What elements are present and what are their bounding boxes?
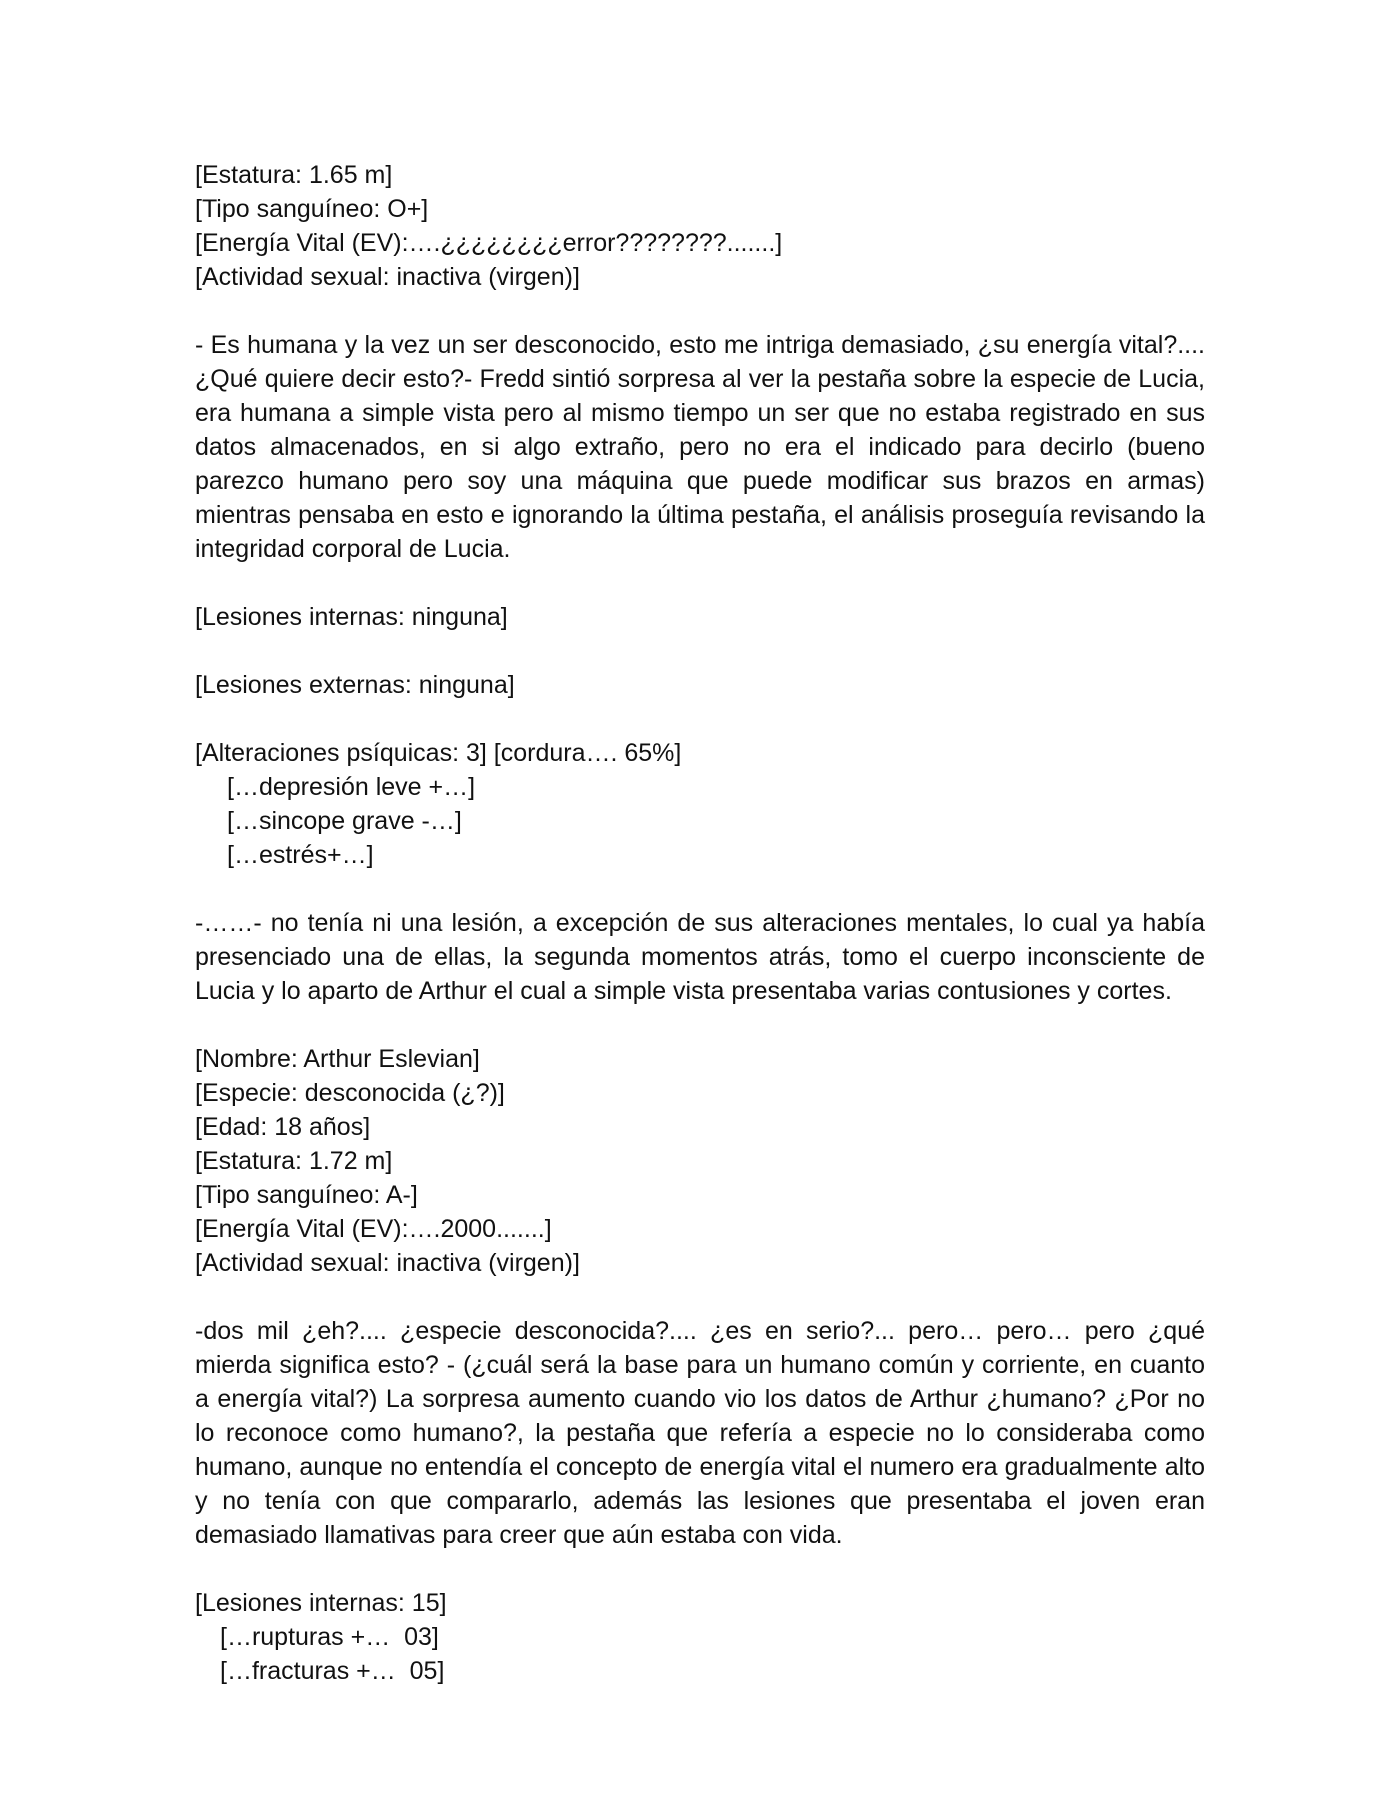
alteraciones-block (195, 736, 1205, 872)
stat-line: [Energía Vital (EV):….2000.......] (195, 1215, 552, 1243)
paragraph-2: -……- no tenía ni una lesión, a excepción de sus alteraciones mentales, lo cual ya había presenciado una de ellas, la segunda momentos atrás, tomo el cuerpo inconsciente de Lucia y lo aparto de Arthur el cual a simple vista presentaba varias contusiones y cortes. (195, 909, 1205, 1005)
paragraph-1: - Es humana y la vez un ser desconocido, esto me intriga demasiado, ¿su energía vital?.... ¿Qué quiere decir esto?- Fredd sintió sorpresa al ver la pestaña sobre la especie de Lucia, era humana a simple vista pero al mismo tiempo un ser que no estaba registrado en sus datos almacenados, en si algo extraño, pero no era el indicado para decirlo (bueno parezco humano pero soy una máquina que puede modificar sus brazos en armas) mientras pensaba en esto e ignorando la última pestaña, el análisis proseguía revisando la integridad corporal de Lucia. (195, 331, 1205, 563)
stat-line: [Energía Vital (EV):….¿¿¿¿¿¿¿¿error????????.......] (195, 229, 783, 257)
alteracion-item: […estrés+…] (227, 841, 374, 869)
stat-line: [Edad: 18 años] (195, 1113, 371, 1141)
stat-line: [Especie: desconocida (¿?)] (195, 1079, 505, 1107)
stat-line: [Tipo sanguíneo: A-] (195, 1181, 418, 1209)
lesiones-externas-line: [Lesiones externas: ninguna] (195, 671, 515, 699)
stats-block-arthur (195, 1042, 1205, 1280)
lesiones-internas-block-2 (195, 1586, 1205, 1688)
paragraph-3: -dos mil ¿eh?.... ¿especie desconocida?.... ¿es en serio?... pero… pero… pero ¿qué mierda significa esto? - (¿cuál será la base para un humano común y corriente, en cuanto a energía vital?) La sorpresa aumento cuando vio los datos de Arthur ¿humano? ¿Por no lo reconoce como humano?, la pestaña que refería a especie no lo consideraba como humano, aunque no entendía el concepto de energía vital el numero era gradualmente alto y no tenía con que compararlo, además las lesiones que presentaba el joven eran demasiado llamativas para creer que aún estaba con vida. (195, 1317, 1205, 1549)
stat-line: [Tipo sanguíneo: O+] (195, 195, 429, 223)
stat-line: [Actividad sexual: inactiva (virgen)] (195, 263, 580, 291)
stat-line: [Actividad sexual: inactiva (virgen)] (195, 1249, 580, 1277)
stat-line: [Estatura: 1.72 m] (195, 1147, 393, 1175)
lesion-item: […rupturas +… 03] (220, 1623, 439, 1651)
document-page (195, 158, 1205, 1688)
alteracion-item: […sincope grave -…] (227, 807, 462, 835)
stat-line: [Estatura: 1.65 m] (195, 161, 393, 189)
lesion-item: […fracturas +… 05] (220, 1657, 445, 1685)
alteraciones-line: [Alteraciones psíquicas: 3] [cordura…. 65%] (195, 739, 682, 767)
stats-block-lucia (195, 158, 1205, 294)
alteracion-item: […depresión leve +…] (227, 773, 476, 801)
lesiones-internas-line: [Lesiones internas: ninguna] (195, 603, 508, 631)
lesiones-internas-line: [Lesiones internas: 15] (195, 1589, 447, 1617)
stat-line: [Nombre: Arthur Eslevian] (195, 1045, 480, 1073)
